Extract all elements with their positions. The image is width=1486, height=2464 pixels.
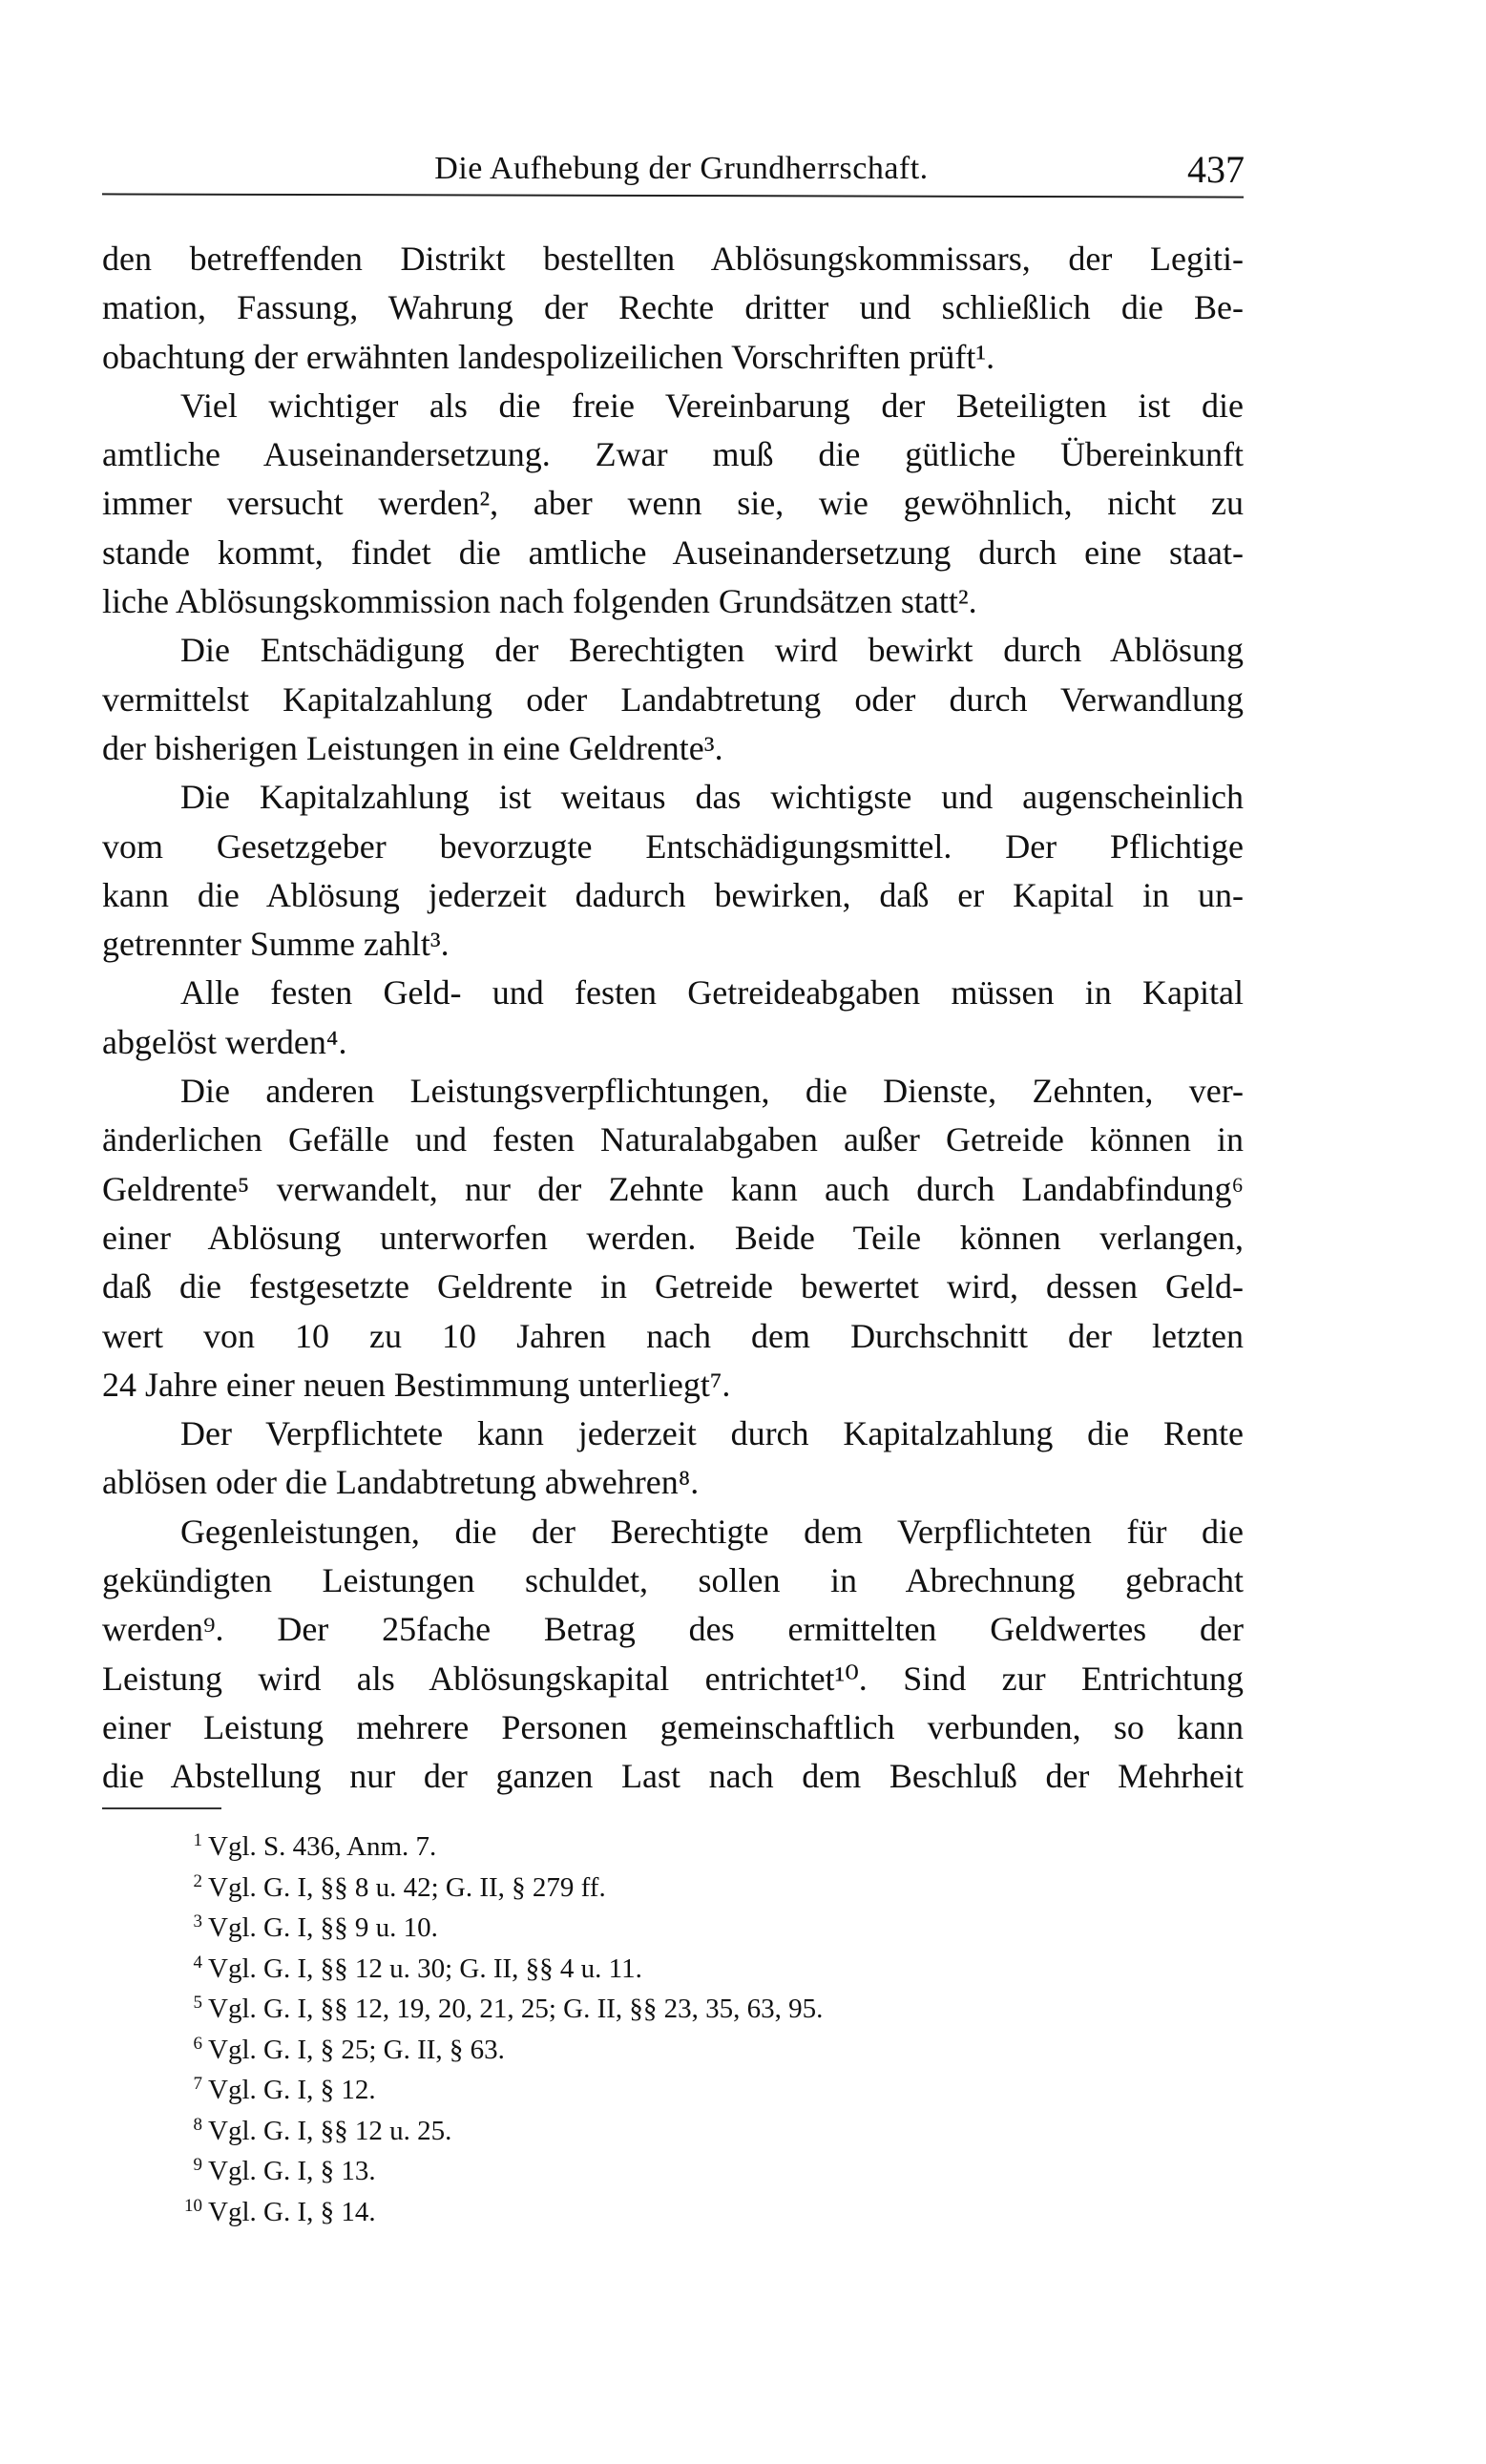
text-line: der bisherigen Leistungen in eine Geldrente³. <box>102 728 723 767</box>
footnote-text: Vgl. G. I, §§ 9 u. 10. <box>208 1912 438 1943</box>
text-line: änderlichen Gefälle und festen Naturalabgaben außer Getreide können in <box>102 1120 1244 1159</box>
footnote-number: 9 <box>193 2155 202 2175</box>
footnote <box>162 2030 1117 2071</box>
text-line: vermittelst Kapitalzahlung oder Landabtretung oder durch Verwandlung <box>102 679 1244 719</box>
text-line: kann die Ablösung jederzeit dadurch bewirken, daß er Kapital in un- <box>102 875 1244 914</box>
footnote <box>162 2192 1117 2233</box>
text-line: Viel wichtiger als die freie Vereinbarung der Beteiligten ist die <box>180 386 1244 425</box>
text-line: vom Gesetzgeber bevorzugte Entschädigungsmittel. Der Pflichtige <box>102 826 1244 866</box>
body-text <box>102 235 1244 1802</box>
text-line: immer versucht werden², aber wenn sie, wie gewöhnlich, nicht zu <box>102 484 1244 523</box>
footnote <box>162 2070 1117 2111</box>
text-line: amtliche Auseinandersetzung. Zwar muß die gütliche Übereinkunft <box>102 435 1244 474</box>
footnote-text: Vgl. G. I, §§ 12, 19, 20, 21, 25; G. II, §§ 23, 35, 63, 95. <box>208 1994 824 2024</box>
text-line: die Abstellung nur der ganzen Last nach dem Beschluß der Mehrheit <box>102 1757 1244 1796</box>
footnote-number: 5 <box>193 1993 202 2013</box>
footnote <box>162 1989 1117 2030</box>
text-line: mation, Fassung, Wahrung der Rechte dritter und schließlich die Be- <box>102 288 1244 327</box>
text-line: Der Verpflichtete kann jederzeit durch Kapitalzahlung die Rente <box>180 1414 1244 1453</box>
text-line: 24 Jahre einer neuen Bestimmung unterliegt⁷. <box>102 1365 731 1404</box>
footnote-number: 1 <box>193 1830 202 1850</box>
footnote-number: 6 <box>193 2033 202 2054</box>
footnote-number: 2 <box>193 1870 202 1891</box>
footnote-text: Vgl. G. I, §§ 12 u. 25. <box>208 2115 452 2146</box>
text-line: einer Leistung mehrere Personen gemeinschaftlich verbunden, so kann <box>102 1707 1244 1746</box>
footnote-number: 10 <box>184 2195 202 2216</box>
text-line: liche Ablösungskommission nach folgenden Grundsätzen statt². <box>102 582 977 621</box>
footnote <box>162 1827 1117 1868</box>
running-title: Die Aufhebung der Grundherrschaft. <box>434 151 929 186</box>
text-line: einer Ablösung unterworfen werden. Beide Teile können verlangen, <box>102 1218 1244 1257</box>
footnote-text: Vgl. G. I, § 13. <box>208 2156 376 2186</box>
footnote-text: Vgl. G. I, §§ 8 u. 42; G. II, § 279 ff. <box>208 1871 606 1903</box>
text-line: Alle festen Geld- und festen Getreideabgaben müssen in Kapital <box>180 973 1244 1013</box>
footnote-text: Vgl. G. I, § 25; G. II, § 63. <box>208 2034 505 2065</box>
footnote <box>162 1908 1117 1949</box>
footnote <box>162 1868 1117 1909</box>
footnote-text: Vgl. S. 436, Anm. 7. <box>208 1831 437 1862</box>
text-line: gekündigten Leistungen schuldet, sollen in Abrechnung gebracht <box>102 1561 1244 1600</box>
header-rule <box>102 193 1244 198</box>
text-line: stande kommt, findet die amtliche Auseinandersetzung durch eine staat- <box>102 532 1244 572</box>
page-number: 437 <box>1187 148 1245 191</box>
text-line: daß die festgesetzte Geldrente in Getreide bewertet wird, dessen Geld- <box>102 1267 1244 1306</box>
footnote-text: Vgl. G. I, § 14. <box>208 2196 376 2227</box>
text-line: Gegenleistungen, die der Berechtigte dem Verpflichteten für die <box>180 1512 1244 1551</box>
footnote <box>162 2151 1117 2192</box>
text-line: Die Entschädigung der Berechtigten wird bewirkt durch Ablösung <box>180 631 1244 670</box>
footnote-number: 3 <box>193 1911 202 1932</box>
footnote-text: Vgl. G. I, §§ 12 u. 30; G. II, §§ 4 u. 11. <box>208 1952 642 1984</box>
text-line: Leistung wird als Ablösungskapital entrichtet¹⁰. Sind zur Entrichtung <box>102 1659 1244 1698</box>
footnote-text: Vgl. G. I, § 12. <box>208 2075 376 2105</box>
text-line: ablösen oder die Landabtretung abwehren⁸. <box>102 1463 700 1502</box>
footnote <box>162 1949 1117 1990</box>
footnote-number: 8 <box>193 2114 202 2135</box>
text-line: Die Kapitalzahlung ist weitaus das wichtigste und augenscheinlich <box>180 778 1244 817</box>
text-line: den betreffenden Distrikt bestellten Ablösungskommissars, der Legiti- <box>102 240 1244 278</box>
text-line: obachtung der erwähnten landespolizeilichen Vorschriften prüft¹. <box>102 337 995 376</box>
footnote-number: 7 <box>193 2074 202 2094</box>
text-line: Die anderen Leistungsverpflichtungen, die Dienste, Zehnten, ver- <box>180 1072 1244 1111</box>
text-line: getrennter Summe zahlt³. <box>102 925 450 964</box>
footnotes <box>162 1827 1117 2232</box>
text-line: abgelöst werden⁴. <box>102 1022 347 1061</box>
footnote <box>162 2111 1117 2152</box>
footnote-number: 4 <box>193 1952 202 1973</box>
text-line: wert von 10 zu 10 Jahren nach dem Durchschnitt der letzten <box>102 1316 1244 1355</box>
text-line: Geldrente⁵ verwandelt, nur der Zehnte kann auch durch Landabfindung⁶ <box>102 1169 1244 1208</box>
text-line: werden⁹. Der 25fache Betrag des ermittelten Geldwertes der <box>102 1610 1244 1649</box>
footnote-rule <box>102 1807 221 1809</box>
